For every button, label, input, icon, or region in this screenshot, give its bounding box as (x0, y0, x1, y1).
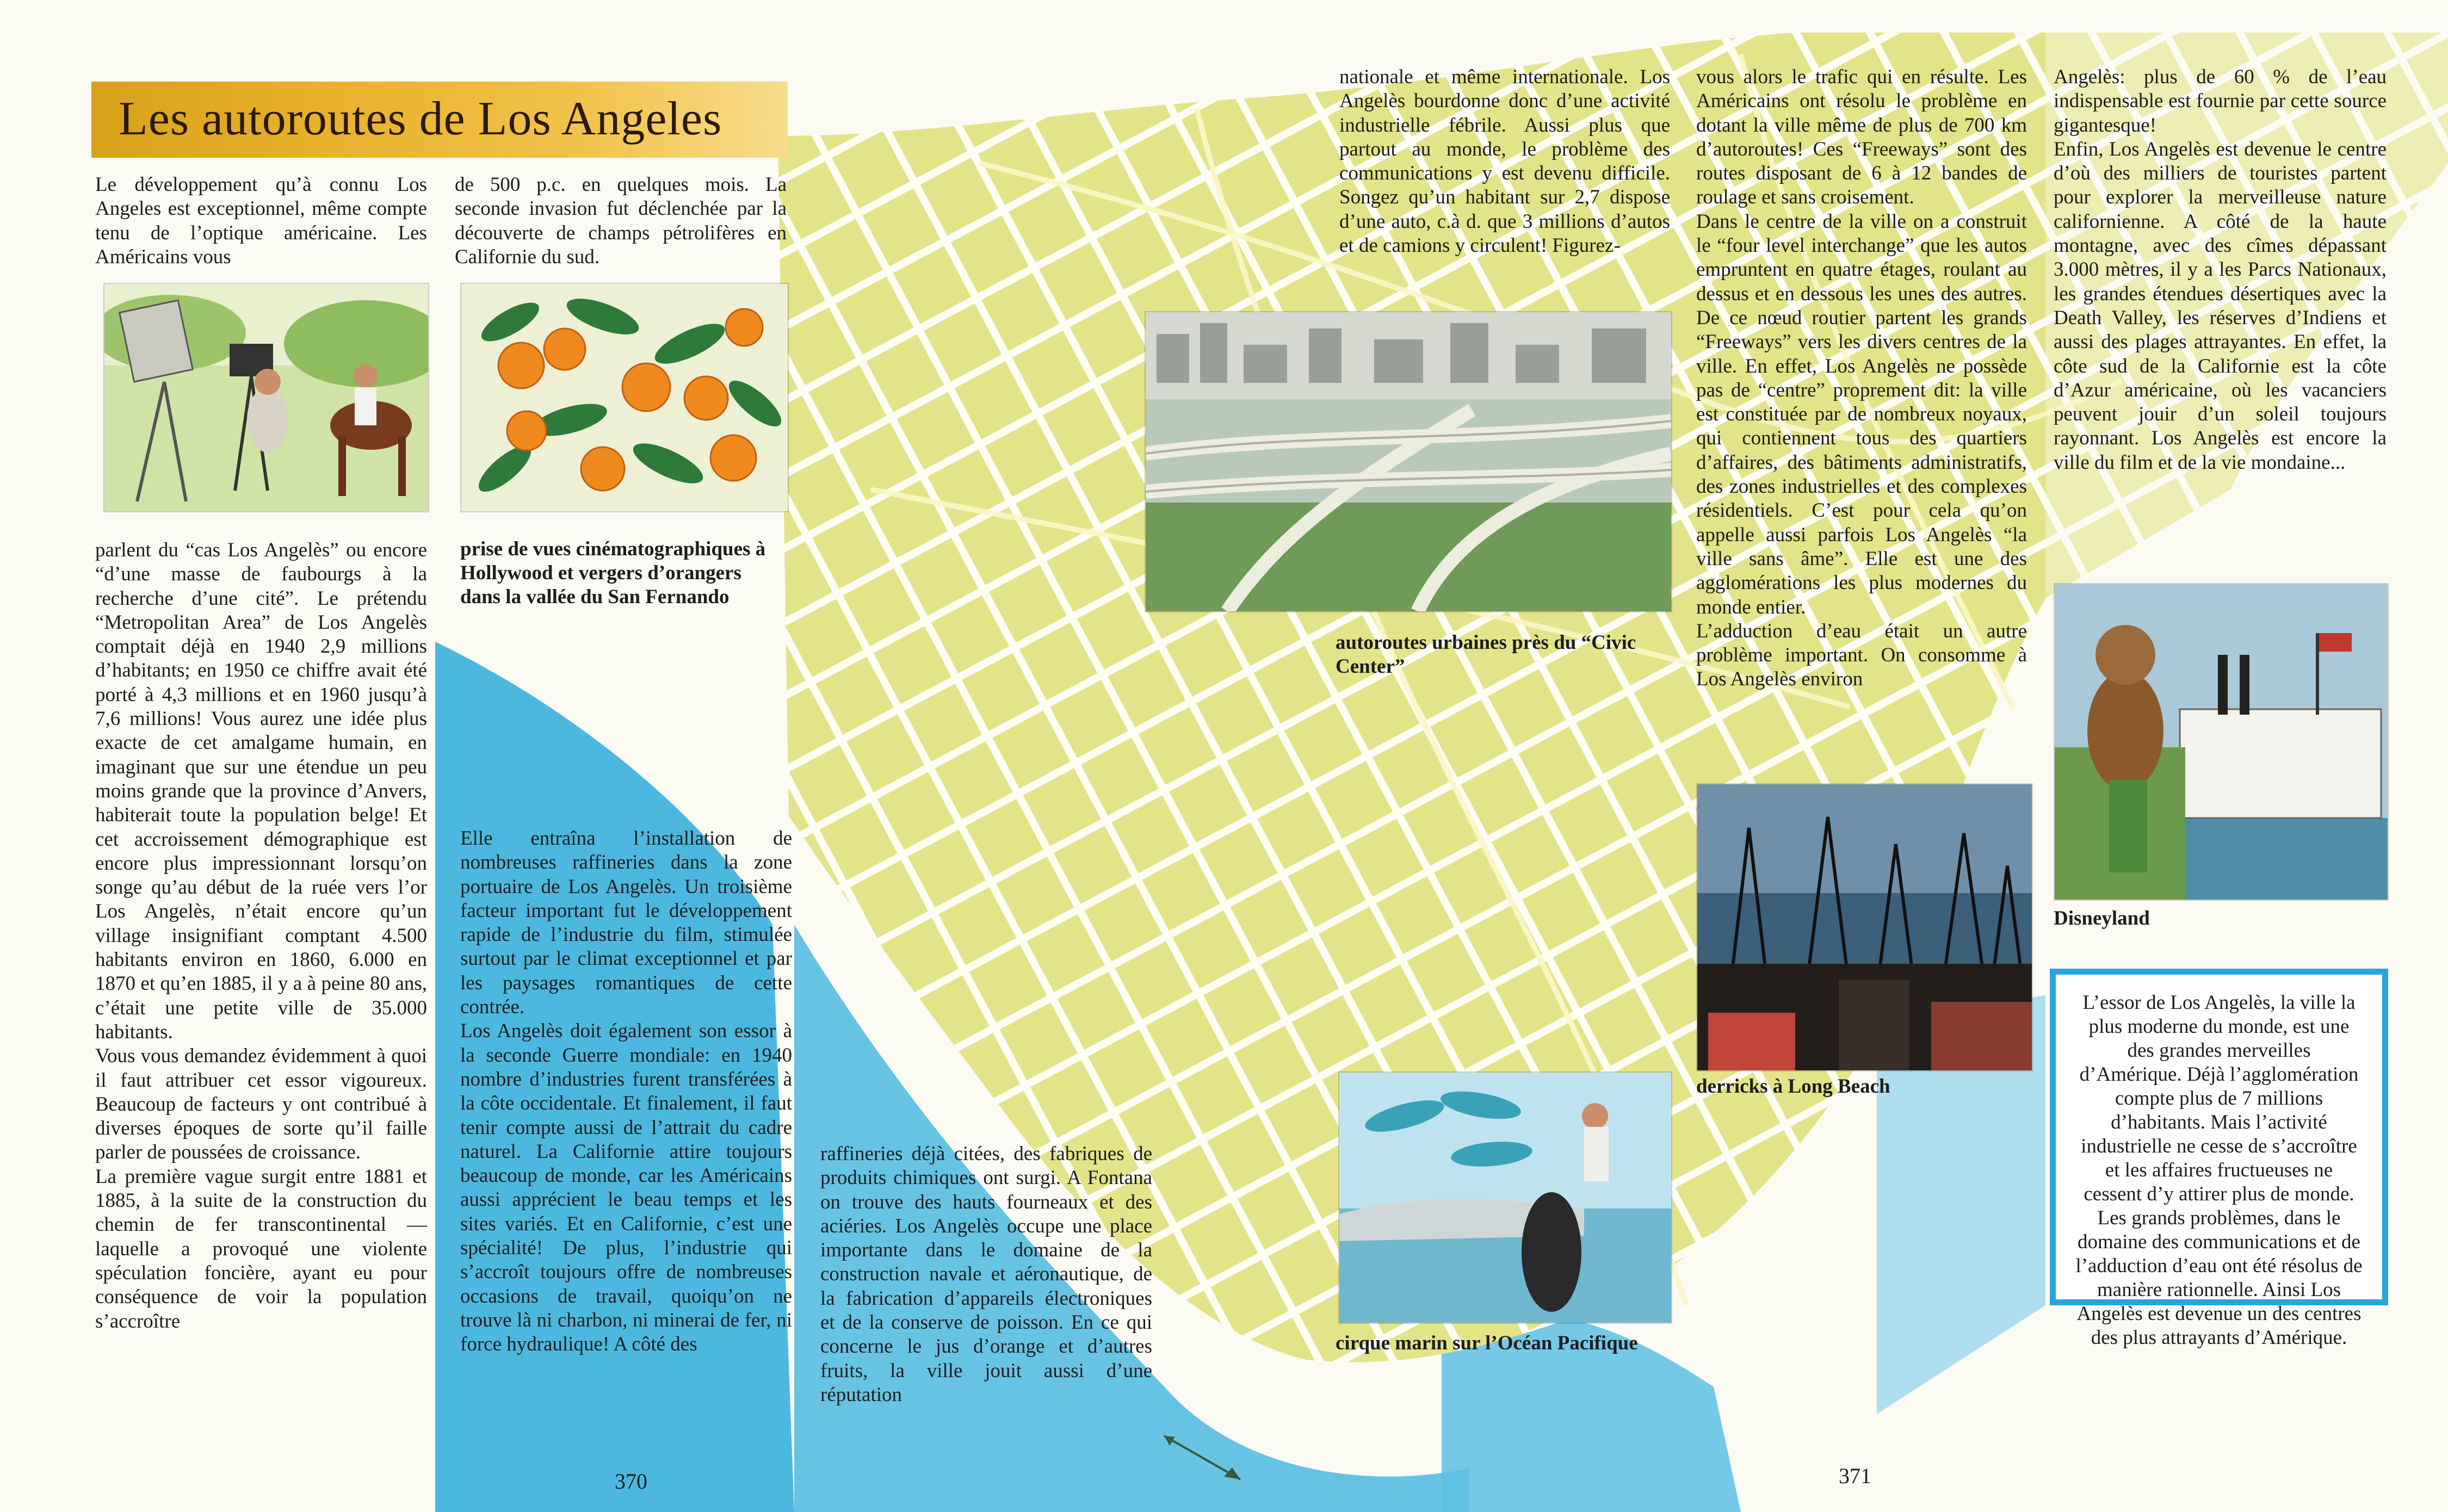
paragraph: Dans le centre de la ville on a construit le “four level interchange” que les autos empruntent en quatre étages, roulant au dessus et en dessous les unes des autres. De ce nœud routier partent les grands “Freeways” vers les divers centres de la ville. En effet, Los Angelès ne possède pas de “centre” proprement dit: la ville est constituée par de nombreux noyaux, qui contiennent tous des quartiers d’affaires, des bâtiments administratifs, des zones industrielles et des complexes résidentiels. C’est pour cela qu’on appelle aussi parfois Los Angelès “la ville sans âme”. Elle est une des agglomérations les plus modernes du monde entier. (1696, 210, 2027, 618)
paragraph: Vous vous demandez évidemment à quoi il faut attribuer cet essor vigoureux. Beaucoup de facteurs y ont contribué à diverses époques de sorte qu’il faille parler de poussées de croissance. (95, 1045, 427, 1164)
paragraph: de 500 p.c. en quelques mois. La seconde invasion fut déclenchée par la découverte de champs pétrolifères en Californie du sud. (455, 173, 787, 268)
paragraph: Le développement qu’à connu Los Angeles est exceptionnel, même compte tenu de l’optique américaine. Les Américains vous (95, 173, 427, 268)
caption-freeway: autoroutes urbaines près du “Civic Center” (1336, 631, 1636, 678)
paragraph: La première vague surgit entre 1881 et 1885, à la suite de la construction du chemin de fer transcontinental — laquelle a provoqué une violente spéculation foncière, ayant eu pour conséquence de voir la population s’accroître (95, 1165, 427, 1333)
freeway-interchange-illustration (1145, 311, 1672, 612)
paragraph: nationale et même internationale. Los Angelès bourdonne donc d’une activité industrielle fébrile. Aussi plus que partout au monde, le problème des communications y est devenu difficile. Songez qu’un habitant sur 2,7 dispose d’une auto, c.à d. que 3 millions d’autos et de camions y circulent! Figurez- (1339, 66, 1670, 257)
column-2-main (460, 827, 792, 1357)
summary-box (2050, 969, 2388, 1349)
column-6-top (2054, 65, 2387, 475)
north-arrow-icon (1153, 1425, 1251, 1490)
title-band (91, 82, 788, 158)
column-1-main (95, 538, 427, 1334)
paragraph: parlent du “cas Los Angelès” ou encore “d’une masse de faubourgs à la recherche d’une cité”. Le prétendu “Metropolitan Area” de Los Angelès comptait déjà en 1940 2,9 millions d’habitants; en 1950 ce chiffre avait été porté à 4,3 millions et en 1960 jusqu’à 7,6 millions! Vous aurez une idée plus exacte de cet amalgame humain, en imaginant que sur une étendue un peu moins grande que la province d’Anvers, habiterait toute la population belge! Et cet accroissement démographique est encore plus impressionnant lorsqu’on songe qu’au début de la ruée vers l’or Los Angelès, n’était encore qu’un village insignifiant comptant 4.500 habitants environ en 1860, 6.000 en 1870 et qu’en 1885, il y a à peine 80 ans, c’était une petite ville de 35.000 habitants. (95, 539, 427, 1043)
marine-circus-illustration (1338, 1071, 1672, 1324)
paragraph: Enfin, Los Angelès est devenue le centre d’où des milliers de touristes partent pour explorer la merveilleuse nature californienne. A côté de la haute montagne, avec des cîmes dépassant 3.000 mètres, il y a les Parcs Nationaux, les grandes étendues désertiques avec la Death Valley, les réserves d’Indiens et aussi des plages attrayantes. En effet, la côte sud de la Californie est la côte d’Azur américaine, où les vacanciers peuvent jouir d’un soleil toujours rayonnant. Los Angelès est encore la ville du film et de la vie mondaine... (2054, 138, 2387, 474)
disneyland-illustration (2054, 583, 2389, 901)
column-1-top (95, 173, 427, 269)
caption-hollywood: prise de vues cinématographiques à Hollywood et vergers d’orangers dans la vallée du San Fernando (460, 538, 766, 608)
caption-cirque: cirque marin sur l’Océan Pacifique (1336, 1332, 1638, 1354)
page-number-right: 371 (1839, 1464, 1871, 1488)
summary-paragraph: L’essor de Los Angelès, la ville la plus moderne du monde, est une des grandes merveilles d’Amérique. Déjà l’agglomération compte plus de 7 millions d’habitants. Mais l’activité industrielle ne cesse de s’accroître et les affaires fructueuses ne cessent d’y attirer plus de monde. (2079, 992, 2359, 1205)
paragraph: vous alors le trafic qui en résulte. Les Américains ont résolu le problème en dotant la ville même de plus de 700 km d’autoroutes! Ces “Freeways” sont des routes disposant de 6 à 12 bandes de roulage et sans croisement. (1696, 66, 2027, 209)
caption-derricks: derricks à Long Beach (1696, 1075, 1890, 1098)
paragraph: Elle entraîna l’installation de nombreuses raffineries dans la zone portuaire de Los Angelès. Un troisième facteur important fut le développement rapide de l’industrie du film, stimulée surtout par le climat exceptionnel et par les paysages romantiques de cette contrée. (460, 827, 792, 1019)
page-title: Les autoroutes de Los Angeles (119, 92, 722, 145)
paragraph: raffineries déjà citées, des fabriques de produits chimiques ont surgi. A Fontana on trouve des hauts fourneaux et des aciéries. Los Angelès occupe une place importante dans le domaine de la construction navale et aéronautique, de la fabrication d’appareils électroniques et de la conserve de poisson. En ce qui concerne le jus d’orange et d’autres fruits, la ville jouit aussi d’une réputation (820, 1143, 1152, 1406)
film-shooting-illustration (103, 283, 429, 512)
oil-derricks-illustration (1696, 783, 2033, 1071)
orange-grove-illustration (460, 283, 789, 512)
summary-paragraph: Les grands problèmes, dans le domaine des communications et de l’adduction d’eau ont été résolus de manière rationnelle. Ainsi Los Angelès est devenue un des centres des plus attrayants d’Amérique. (2075, 1207, 2363, 1349)
column-5-top (1696, 65, 2027, 692)
paragraph: L’adduction d’eau était un autre problème important. On consomme à Los Angelès environ (1696, 619, 2027, 691)
page-number-left: 370 (615, 1469, 647, 1494)
paragraph: Los Angelès doit également son essor à la seconde Guerre mondiale: en 1940 nombre d’industries furent transférées à la côte occidentale. Et finalement, il faut tenir compte aussi de l’attrait du cadre naturel. La Californie attire toujours beaucoup de monde, car les Américains aussi apprécient le beau temps et les sites variés. Et en Californie, c’est une spécialité! De plus, l’industrie qui s’accroît toujours offre de nombreuses occasions de travail, quoiqu’on ne trouve là ni charbon, ni minerai de fer, ni force hydraulique! A côté des (460, 1020, 792, 1356)
paragraph: Angelès: plus de 60 % de l’eau indispensable est fournie par cette source gigantesque! (2054, 66, 2387, 137)
column-3-bottom (820, 1142, 1152, 1407)
column-4-top (1339, 65, 1670, 258)
column-2-top (455, 173, 787, 269)
caption-disneyland: Disneyland (2054, 907, 2150, 929)
